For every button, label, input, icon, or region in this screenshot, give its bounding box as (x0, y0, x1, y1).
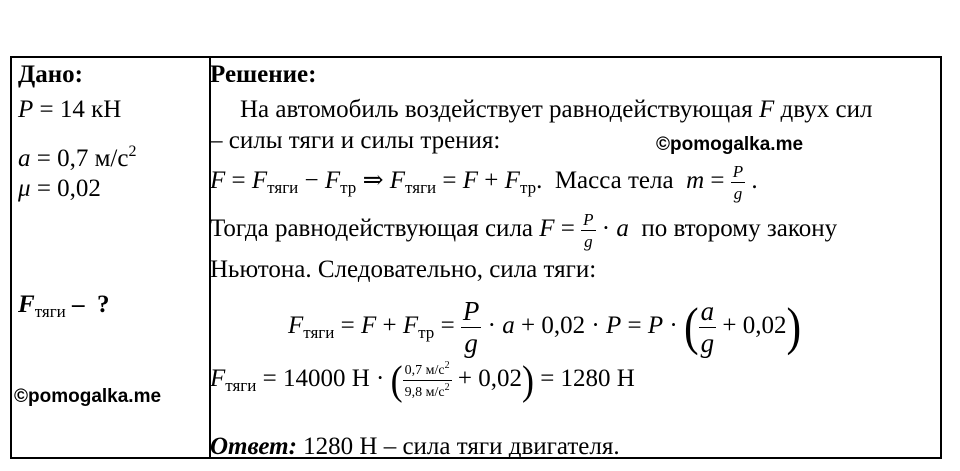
solution-paragraph-1-line-2: – силы тяги и силы трения: (210, 127, 501, 154)
solution-paragraph-1-line-1: На автомобиль воздействует равнодействующая F двух сил (240, 96, 873, 123)
given-line-friction-coef: μ = 0,02 (18, 175, 101, 202)
solution-heading: Решение: (210, 61, 317, 88)
given-heading: Дано: (18, 61, 83, 88)
given-line-force: P = 14 кН (18, 96, 122, 123)
answer-text: 1280 Н – сила тяги двигателя. (303, 433, 620, 460)
answer-label: Ответ: (210, 433, 297, 460)
given-line-acceleration: a = 0,7 $м/с^2$ (18, 143, 137, 172)
watermark-right: ©pomogalka.me (656, 134, 804, 155)
given-unknown: $F_{тяги}$ – ? (18, 291, 110, 321)
equation-thrust-numeric: $F_{тяги} = 14000$ Н · ( $\frac{0,7 м/с^2}{9,8 м/с^2}$ + 0,02) = 1280 Н (210, 357, 635, 404)
solution-paragraph-3: Ньютона. Следовательно, сила тяги: (210, 256, 597, 283)
equation-newton-second-law: Тогда равнодействующая сила F = $\frac{P}{g}$ · a по второму закону (210, 210, 838, 251)
equation-forces: $F = F_{тяги} - F_{тр}$ ⇒ $F_{тяги} = F + F_{тр}$. Масса тела m = $\frac{P}{g}$ . (210, 162, 758, 203)
answer-line (210, 432, 620, 462)
equation-thrust-general: $F_{тяги} = F + F_{тр}$ = $\frac{P}{g}$ · a + 0,02 · P = P · ( $\frac{a}{g}$ + 0,02) (288, 295, 802, 358)
watermark-left: ©pomogalka.me (14, 386, 162, 407)
